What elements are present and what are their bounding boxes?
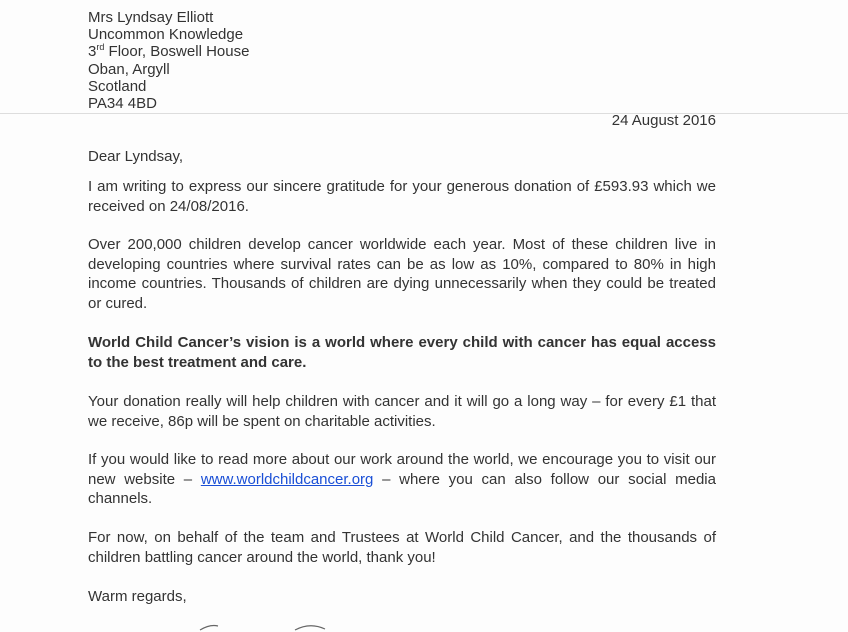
website-link[interactable]: www.worldchildcancer.org [200,470,374,488]
recipient-town: Oban, Argyll [88,60,170,78]
recipient-country: Scotland [88,77,147,95]
paragraph-vision: World Child Cancer’s vision is a world where every child with cancer has equal access to the best treatment and care. [88,334,716,371]
recipient-street [88,43,249,60]
paragraph-website [88,450,716,509]
floor-suffix: rd [96,42,105,53]
website-text-before: If you would like to read more about our work around the world, we encourage you to visit our new website – [88,451,716,488]
recipient-name: Mrs Lyndsay Elliott [88,9,214,26]
closing: Warm regards, [88,588,187,605]
salutation: Dear Lyndsay, [88,148,184,165]
website-text-after: – where you can also follow our social media channels. [88,470,716,507]
paragraph-thanks: For now, on behalf of the team and Trustees at World Child Cancer, and the thousands of children battling cancer around the world, thank you! [88,529,716,566]
recipient-address [88,9,249,112]
letter-date: 24 August 2016 [611,112,716,129]
signature-strokes [190,620,390,632]
floor-rest: Floor, Boswell House [104,43,250,61]
recipient-company: Uncommon Knowledge [88,26,244,44]
paper-fold-line [0,113,848,114]
recipient-postcode: PA34 4BD [88,94,157,112]
floor-number: 3 [88,43,97,61]
paragraph-donation-use: Your donation really will help children with cancer and it will go a long way – for every £1 that we receive, 86p will be spent on charitable activities. [88,393,716,430]
paragraph-gratitude: I am writing to express our sincere gratitude for your generous donation of £593.93 which we received on 24/08/2016. [88,178,716,215]
paragraph-statistics: Over 200,000 children develop cancer worldwide each year. Most of these children live in developing countries where survival rates can be as low as 10%, compared to 80% in high income countries. Thousands of children are dying unnecessarily when they could be treated or cured. [88,236,716,312]
